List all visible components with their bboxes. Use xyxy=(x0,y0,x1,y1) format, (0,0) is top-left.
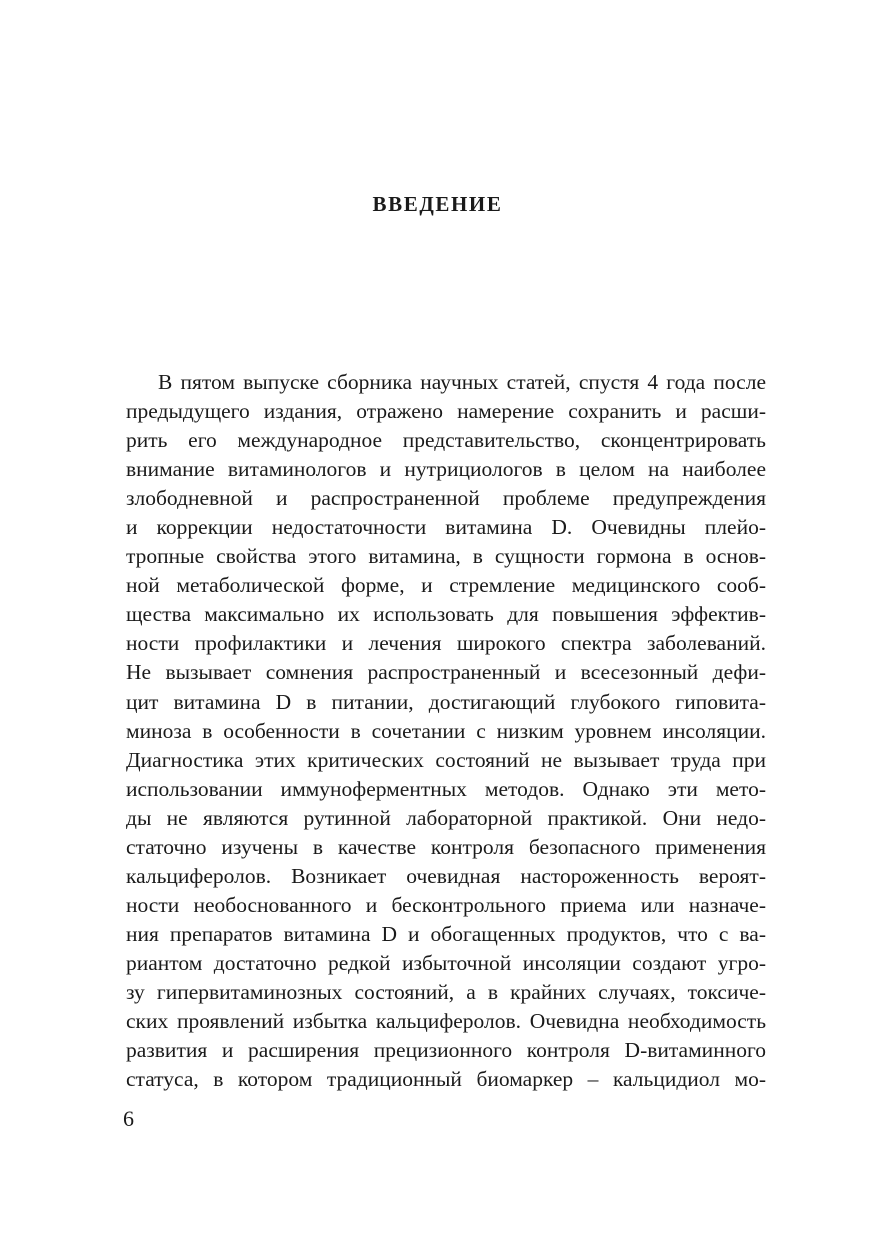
text-line: цит витамина D в питании, достигающий глубокого гиповита- xyxy=(126,689,766,714)
text-line: щества максимально их использовать для повышения эффектив- xyxy=(126,602,766,627)
text-line: тропные свойства этого витамина, в сущности гормона в основ- xyxy=(126,544,766,569)
text-line: статуса, в котором традиционный биомаркер – кальцидиол мо- xyxy=(126,1067,766,1092)
text-line: ности профилактики и лечения широкого спектра заболеваний. xyxy=(126,631,766,656)
text-line: ния препаратов витамина D и обогащенных продуктов, что с ва- xyxy=(126,921,766,946)
introduction-paragraph xyxy=(126,368,766,1094)
text-line: ды не являются рутинной лабораторной практикой. Они недо- xyxy=(126,805,766,830)
text-line: предыдущего издания, отражено намерение сохранить и расши- xyxy=(126,399,766,424)
text-line: зу гипервитаминозных состояний, а в крайних случаях, токсиче- xyxy=(126,979,766,1004)
text-line: и коррекции недостаточности витамина D. Очевидны плейо- xyxy=(126,515,766,540)
text-line: миноза в особенности в сочетании с низким уровнем инсоляции. xyxy=(126,718,766,743)
text-line: риантом достаточно редкой избыточной инсоляции создают угро- xyxy=(126,950,766,975)
text-line: развития и расширения прецизионного контроля D-витаминного xyxy=(126,1038,766,1063)
text-line: ной метаболической форме, и стремление медицинского сооб- xyxy=(126,573,766,598)
page-title: ВВЕДЕНИЕ xyxy=(372,192,503,216)
text-line: ности необоснованного и бесконтрольного приема или назначе- xyxy=(126,892,766,917)
text-line: кальциферолов. Возникает очевидная настороженность вероят- xyxy=(126,863,766,888)
text-line: Не вызывает сомнения распространенный и всесезонный дефи- xyxy=(126,660,766,685)
page-number: 6 xyxy=(123,1106,134,1131)
text-line: рить его международное представительство, сконцентрировать xyxy=(126,428,766,453)
text-line: внимание витаминологов и нутрициологов в целом на наиболее xyxy=(126,457,766,482)
text-line: статочно изучены в качестве контроля безопасного применения xyxy=(126,834,766,859)
text-line: В пятом выпуске сборника научных статей, спустя 4 года после xyxy=(158,370,766,394)
text-line: злободневной и распространенной проблеме предупреждения xyxy=(126,486,766,511)
text-line: ских проявлений избытка кальциферолов. Очевидна необходимость xyxy=(126,1009,766,1034)
text-line: использовании иммуноферментных методов. Однако эти мето- xyxy=(126,776,766,801)
text-line: Диагностика этих критических состояний не вызывает труда при xyxy=(126,747,766,772)
